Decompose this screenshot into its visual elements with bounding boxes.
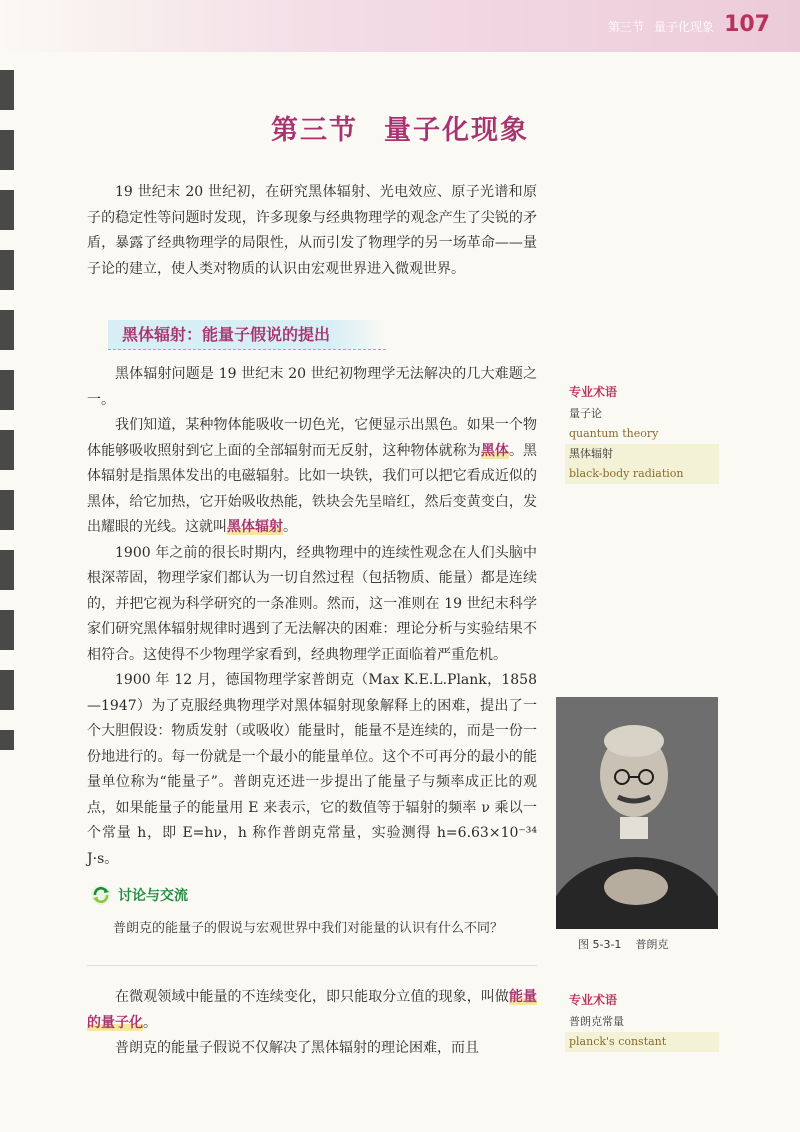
body-block	[87, 362, 537, 872]
paragraph-5	[87, 985, 537, 1036]
glossary-title: 专业术语	[569, 993, 618, 1007]
planck-portrait	[556, 697, 718, 929]
paragraph-4: 1900 年 12 月，德国物理学家普朗克（Max K.E.L.Plank，1858—1947）为了克服经典物理学对黑体辐射现象解释上的困难，提出了一个大胆假设：物质发射（或吸收）能量时，能量不是连续的，而是一份一份地进行的。每一份就是一个最小的能量单位。这个不可再分的最小的能量单位称为“能量子”。普朗克还进一步提出了能量子与频率成正比的观点，如果能量子的能量用 E 来表示，它的数值等于辐射的频率 ν 乘以一个常量 h，即 E=hν，h 称作普朗克常量，实验测得 h=6.63×10⁻³⁴ J·s。	[87, 672, 537, 867]
paragraph-2-text-b: 。黑体辐射是指黑体发出的电磁辐射。比如一块铁，我们可以把它看成近似的黑体，给它加热，它开始吸收热能，铁块会先呈暗红，然后变黄变白，发出耀眼的光线。这就叫	[87, 442, 538, 535]
glossary-sidebar-2	[569, 990, 719, 1052]
paragraph-2-text-c: 。	[283, 519, 297, 535]
paragraph-5-text-b: 。	[143, 1014, 157, 1031]
paragraph-1: 黑体辐射问题是 19 世纪末 20 世纪初物理学无法解决的几大难题之一。	[87, 366, 537, 408]
portrait-illustration	[556, 697, 718, 929]
discussion-divider	[87, 965, 537, 966]
discussion-heading	[90, 884, 188, 906]
figure-name: 普朗克	[635, 938, 669, 951]
header-topic-label: 量子化现象	[654, 20, 715, 34]
glossary-term-cn: 黑体辐射	[565, 444, 719, 464]
discussion-recycle-icon	[90, 884, 112, 906]
discussion-question: 普朗克的能量子的假说与宏观世界中我们对能量的认识有什么不同？	[113, 921, 504, 936]
page-header-band	[0, 0, 800, 52]
title-section: 第三节	[271, 115, 358, 146]
subheading: 黑体辐射：能量子假说的提出	[108, 320, 386, 350]
figure-caption	[578, 936, 668, 952]
title-topic: 量子化现象	[384, 115, 529, 146]
glossary-sidebar-1	[569, 382, 719, 484]
paragraph-3: 1900 年之前的很长时期内，经典物理中的连续性观念在人们头脑中根深蒂固，物理学家们都认为一切自然过程（包括物质、能量）都是连续的，并把它视为科学研究的一条准则。然而，这一准则在 19 世纪末科学家们研究黑体辐射规律时遇到了无法解决的困难：理论分析与实验结果不相符合。这使得不少物理学家看到，经典物理学正面临着严重危机。	[87, 544, 537, 663]
paragraph-2-text-a: 我们知道，某种物体能吸收一切色光，它便显示出黑色。如果一个物体能够吸收照射到它上面的全部辐射而无反射，这种物体就称为	[87, 417, 537, 459]
paragraph-2	[87, 413, 537, 541]
page-number: 107	[724, 12, 770, 37]
page-title	[0, 108, 800, 147]
term-black-body: 黑体	[480, 442, 509, 459]
paragraph-5-text-a: 在微观领域中能量的不连续变化，即只能取分立值的现象，叫做	[115, 989, 509, 1005]
discussion-label: 讨论与交流	[118, 888, 188, 904]
glossary-term-cn: 量子论	[569, 407, 602, 420]
running-header	[608, 12, 770, 37]
term-energy-quantization: 能量的量子化	[87, 989, 538, 1031]
header-section-label: 第三节	[608, 20, 645, 34]
glossary-term-en: planck's constant	[565, 1032, 719, 1052]
page-binding-edge	[0, 70, 14, 750]
intro-block	[87, 180, 537, 282]
figure-label: 图 5-3-1	[578, 938, 622, 951]
glossary-term-cn: 普朗克常量	[569, 1015, 624, 1028]
term-black-body-radiation: 黑体辐射	[227, 519, 283, 535]
glossary-term-en: quantum theory	[569, 427, 659, 440]
paragraph-6: 普朗克的能量子假说不仅解决了黑体辐射的理论困难，而且	[115, 1040, 479, 1056]
body-end-block	[87, 985, 537, 1062]
glossary-term-en: black-body radiation	[565, 464, 719, 484]
intro-paragraph: 19 世纪末 20 世纪初，在研究黑体辐射、光电效应、原子光谱和原子的稳定性等问题时发现，许多现象与经典物理学的观念产生了尖锐的矛盾，暴露了经典物理学的局限性，从而引发了物理学的另一场革命——量子论的建立，使人类对物质的认识由宏观世界进入微观世界。	[87, 184, 537, 277]
glossary-title: 专业术语	[569, 385, 618, 399]
